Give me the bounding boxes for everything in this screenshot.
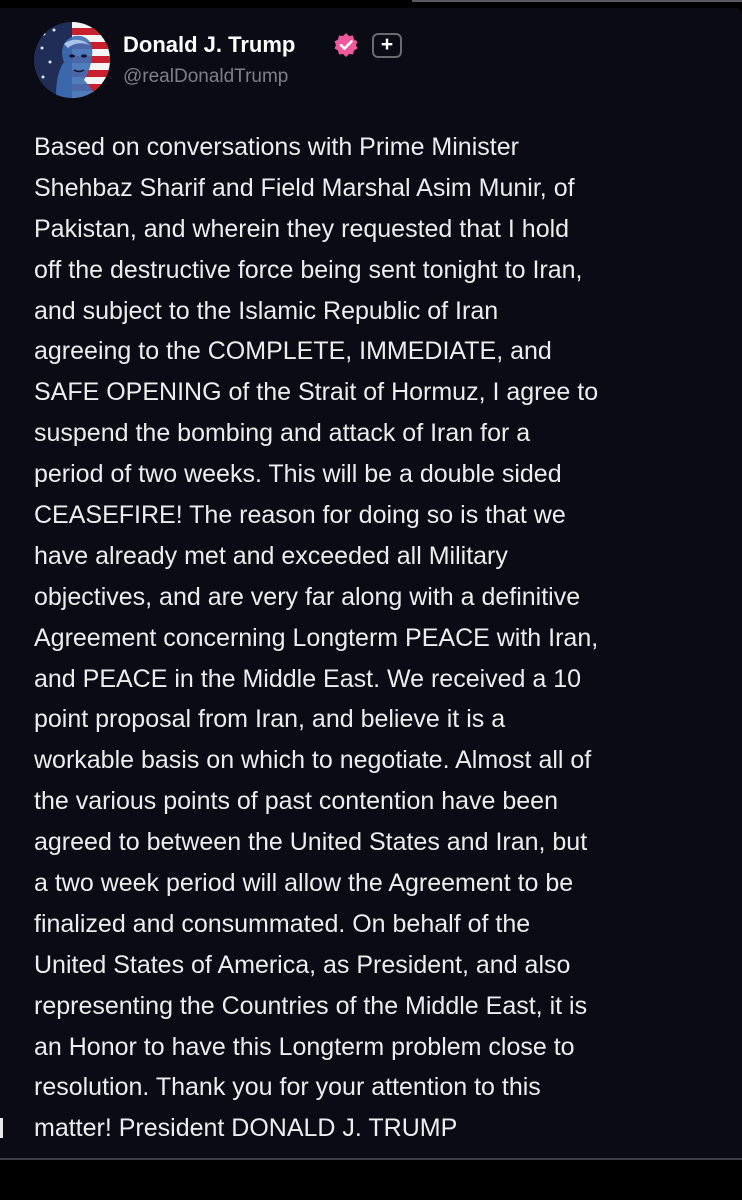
post-line: and PEACE in the Middle East. We received a 10 — [34, 664, 582, 693]
post-line: agreed to between the United States and Iran, but — [34, 828, 588, 857]
post-line: agreeing to the COMPLETE, IMMEDIATE, and — [34, 337, 552, 366]
post-line: suspend the bombing and attack of Iran for a — [34, 419, 531, 448]
plus-badge: + — [372, 33, 402, 58]
post-line: SAFE OPENING of the Strait of Hormuz, I agree to — [34, 378, 599, 407]
post-line: off the destructive force being sent tonight to Iran, — [34, 255, 583, 284]
post-line: Agreement concerning Longterm PEACE with Iran, — [34, 623, 599, 652]
post-line: representing the Countries of the Middle East, it is — [34, 991, 588, 1020]
author-handle[interactable]: @realDonaldTrump — [123, 66, 289, 87]
post-line: United States of America, as President, and also — [34, 950, 571, 979]
top-divider — [412, 0, 742, 2]
bottom-divider — [0, 1158, 742, 1160]
post-line: resolution. Thank you for your attention to this — [34, 1073, 541, 1102]
post-line: Pakistan, and wherein they requested that I hold — [34, 214, 570, 243]
post-line: period of two weeks. This will be a double sided — [34, 460, 562, 489]
post-line: the various points of past contention have been — [34, 787, 558, 816]
post-line: finalized and consummated. On behalf of the — [34, 909, 531, 938]
post-body — [34, 127, 734, 1149]
post-line: a two week period will allow the Agreement to be — [34, 869, 574, 898]
scroll-edge-marker — [0, 1118, 3, 1138]
post-line: matter! President DONALD J. TRUMP — [34, 1114, 458, 1143]
post-line: workable basis on which to negotiate. Almost all of — [34, 746, 592, 775]
post-card — [0, 8, 742, 1158]
author-name[interactable]: Donald J. Trump — [123, 32, 296, 57]
avatar[interactable] — [34, 22, 110, 98]
post-line: and subject to the Islamic Republic of Iran — [34, 296, 499, 325]
avatar-portrait — [34, 22, 110, 98]
post-line: Shehbaz Sharif and Field Marshal Asim Munir, of — [34, 173, 575, 202]
post-line: Based on conversations with Prime Minister — [34, 133, 519, 161]
verified-badge-icon — [333, 32, 359, 58]
post-line: point proposal from Iran, and believe it is a — [34, 705, 506, 734]
post-line: an Honor to have this Longterm problem close to — [34, 1032, 575, 1061]
post-line: objectives, and are very far along with a definitive — [34, 582, 581, 611]
post-line: have already met and exceeded all Military — [34, 541, 508, 570]
post-line: CEASEFIRE! The reason for doing so is that we — [34, 501, 566, 530]
